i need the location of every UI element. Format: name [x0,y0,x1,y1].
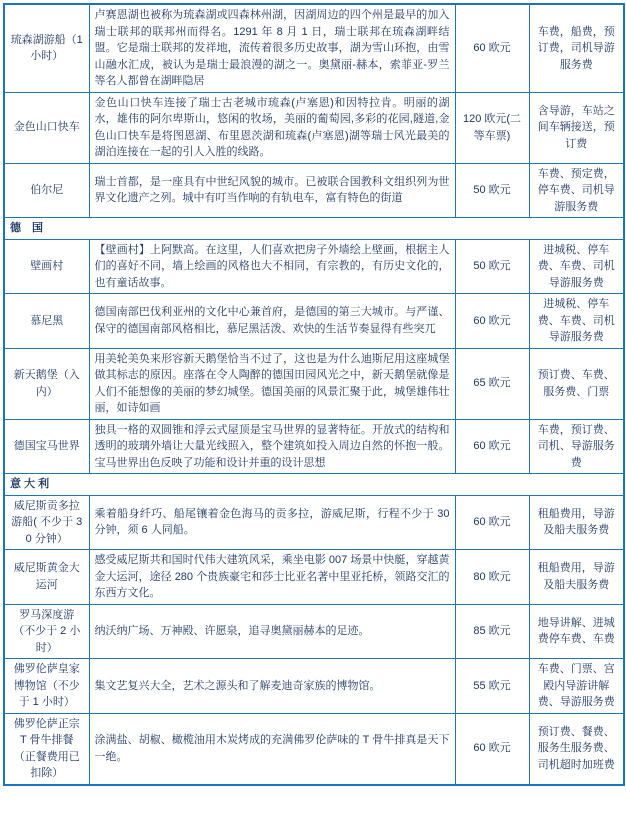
attraction-name: 佛罗伦萨正宗 T 骨牛排餐（正餐费用已扣除） [4,713,89,785]
section-header-germany: 德 国 [4,218,624,240]
table-row [4,92,624,163]
attraction-fees: 进城税、停车费、车费、司机导游服务费 [529,294,624,349]
attraction-name: 威尼斯贡多拉游船( 不少于 30 分钟） [4,495,89,550]
table-row [4,348,624,419]
attraction-price: 55 欧元 [455,659,529,714]
attraction-name: 德国宝马世界 [4,419,89,474]
attraction-price: 60 欧元 [455,4,529,92]
attraction-desc: 独具一格的双圆锥和浮云式屋顶是宝马世界的显著特征。开放式的结构和透明的玻璃外墙让大量光线照入，整个建筑如投入周边自然的怀抱一般。宝马世界出色反映了功能和设计并重的设计思想 [89,419,455,474]
table-row [4,163,624,218]
attraction-fees: 车费、门票、宫殿内导游讲解费、导游服务费 [529,659,624,714]
attraction-desc: 纳沃纳广场、万神殿、许愿泉，追寻奥黛丽赫本的足迹。 [89,604,455,659]
attraction-desc: 感受威尼斯共和国时代伟大建筑风采，乘坐电影 007 场景中快艇，穿越黄金大运河，途径 280 个贵族豪宅和莎士比亚名著中里亚托桥，领路交汇的东西方文化。 [89,550,455,605]
table-row [4,239,624,294]
attraction-price: 60 欧元 [455,419,529,474]
attraction-name: 壁画村 [4,239,89,294]
attraction-fees: 进城税、停车费、车费、司机导游服务费 [529,239,624,294]
attraction-desc: 卢赛恩湖也被称为琉森湖或四森林州湖，因湖周边的四个州是最早的加入瑞士联邦的联邦州而得名。1291 年 8 月 1 日，瑞士联邦在琉森湖畔结盟。它是瑞士联邦的发祥地，流传着很多历史故事，湖为雪山环抱，由雪山融水汇成，被认为是瑞士最浪漫的湖之一。奥黛丽-赫本，索菲亚-罗兰等名人都曾在湖畔隐居 [89,4,455,92]
section-header-row-italy [4,474,624,496]
attraction-name: 慕尼黑 [4,294,89,349]
table-row [4,294,624,349]
attraction-price: 50 欧元 [455,239,529,294]
table-row [4,495,624,550]
section-header-italy: 意 大 利 [4,474,624,496]
attraction-price: 60 欧元 [455,495,529,550]
attraction-desc: 集文艺复兴大全，艺术之源头和了解麦迪奇家族的博物馆。 [89,659,455,714]
attraction-fees: 车费，船费，预订费，司机导游服务费 [529,4,624,92]
attraction-price: 65 欧元 [455,348,529,419]
attraction-fees: 车费、预定费，停车费、司机导游服务费 [529,163,624,218]
table-row [4,604,624,659]
table-row [4,713,624,785]
attraction-name: 伯尔尼 [4,163,89,218]
attraction-name: 威尼斯黄金大运河 [4,550,89,605]
attraction-price: 80 欧元 [455,550,529,605]
attraction-fees: 预订费、车费、服务费、门票 [529,348,624,419]
table-row [4,419,624,474]
attraction-fees: 车费，预订费、司机、导游服务费 [529,419,624,474]
attraction-fees: 租船费用，导游及船夫服务费 [529,550,624,605]
attraction-fees: 租船费用，导游及船夫服务费 [529,495,624,550]
table-row [4,4,624,92]
attraction-price: 50 欧元 [455,163,529,218]
attraction-desc: 德国南部巴伐利亚州的文化中心兼首府，是德国的第三大城市。与严谨、保守的德国南部风格相比，慕尼黑活泼、欢快的生活节奏显得有些突兀 [89,294,455,349]
attraction-desc: 金色山口快车连接了瑞士古老城市琉森(卢塞恩)和因特拉肯。明丽的湖水，雄伟的阿尔卑斯山，悠闲的牧场，美丽的葡萄园,多彩的花园,隧道,金色山口快车是将图恩湖、布里恩茨湖和琉森(卢塞恩)湖等瑞士风光最美的湖泊连接在一起的引人入胜的线路。 [89,92,455,163]
attraction-desc: 【壁画村】上阿默高。在这里，人们喜欢把房子外墙绘上壁画，根据主人们的喜好不同，墙上绘画的风格也大不相同，有宗教的，有历史文化的，也有童话故事。 [89,239,455,294]
attraction-price: 120 欧元(二等车票) [455,92,529,163]
attraction-fees: 地导讲解、进城费停车费、车费 [529,604,624,659]
attraction-name: 佛罗伦萨皇家博物馆（不少于 1 小时） [4,659,89,714]
table-row [4,550,624,605]
attraction-price: 60 欧元 [455,294,529,349]
attraction-price: 60 欧元 [455,713,529,785]
itinerary-table [3,3,625,786]
attraction-name: 琉森湖游船（1 小时） [4,4,89,92]
attraction-desc: 涂满盐、胡椒、橄榄油用木炭烤成的充满佛罗伦萨味的 T 骨牛排真是天下一绝。 [89,713,455,785]
attraction-fees: 预订费、餐费、服务生服务费、司机超时加班费 [529,713,624,785]
table-row [4,659,624,714]
attraction-desc: 瑞士首都，是一座具有中世纪风貌的城市。已被联合国教科文组织列为世界文化遗产之列。城中有叮当作响的有轨电车，富有特色的街道 [89,163,455,218]
attraction-price: 85 欧元 [455,604,529,659]
attraction-name: 新天鹅堡（入内） [4,348,89,419]
attraction-name: 金色山口快车 [4,92,89,163]
attraction-desc: 用美轮美奂来形容新天鹅堡恰当不过了，这也是为什么迪斯尼用这座城堡做其标志的原因。座落在令人陶醉的德国田园风光之中，新天鹅堡就像是人们不能想像的美丽的梦幻城堡。德国美丽的风景汇聚于此，城堡雄伟壮丽，如诗如画 [89,348,455,419]
section-header-row-germany [4,218,624,240]
attraction-name: 罗马深度游（不少于 2 小时） [4,604,89,659]
attraction-desc: 乘着船身纤巧、船尾镶着金色海马的贡多拉，游威尼斯，行程不少于 30 分钟，须 6 人同船。 [89,495,455,550]
attraction-fees: 含导游，车站之间车辆接送，预订费 [529,92,624,163]
